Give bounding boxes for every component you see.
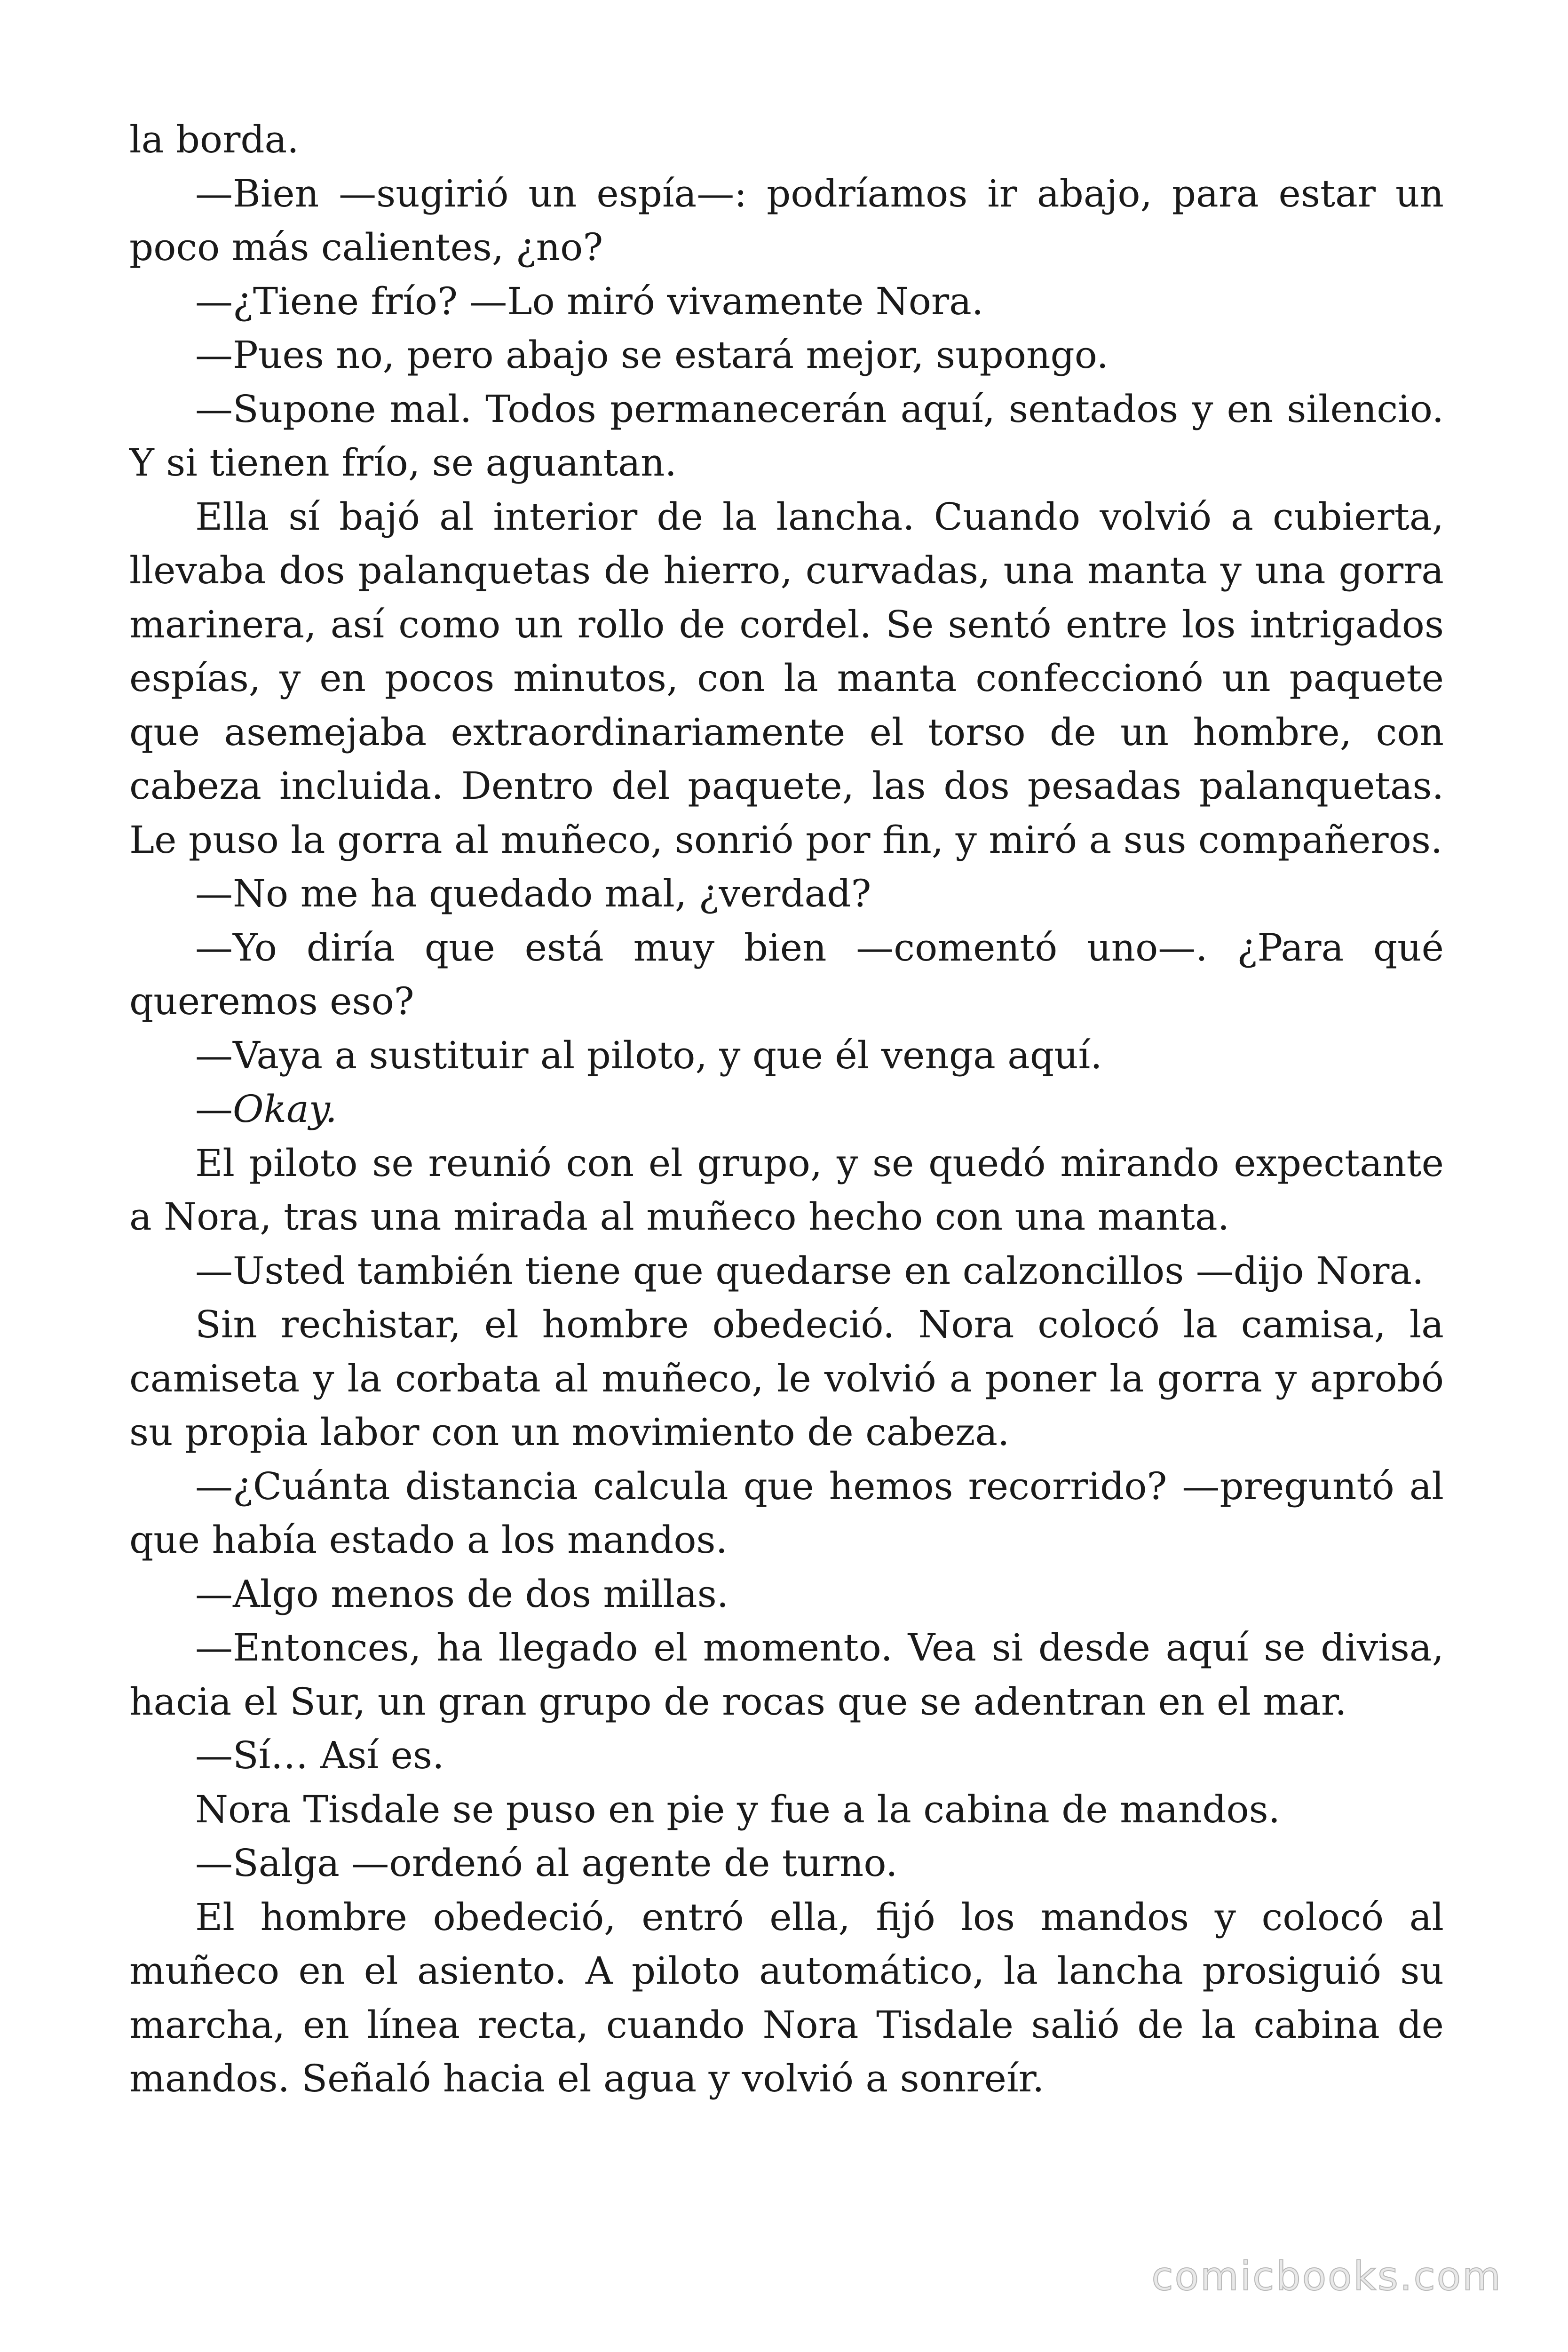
paragraph-4: —Pues no, pero abajo se estará mejor, supongo. <box>195 333 1109 377</box>
paragraph-14: —¿Cuánta distancia calcula que hemos recorrido? —preguntó al que había estado a los mandos. <box>129 1464 1444 1562</box>
paragraph-19: —Salga —ordenó al agente de turno. <box>195 1841 898 1885</box>
paragraph-17: —Sí… Así es. <box>195 1733 444 1777</box>
paragraph-11: El piloto se reunió con el grupo, y se quedó mirando expectante a Nora, tras una mirada al muñeco hecho con una manta. <box>129 1141 1444 1239</box>
page-body <box>129 113 1444 2106</box>
paragraph-6: Ella sí bajó al interior de la lancha. Cuando volvió a cubierta, llevaba dos palanquetas de hierro, curvadas, una manta y una gorra marinera, así como un rollo de cordel. Se sentó entre los intrigados espías, y en pocos minutos, con la manta confeccionó un paquete que asemejaba extraordinariamente el torso de un hombre, con cabeza incluida. Dentro del paquete, las dos pesadas palanquetas. Le puso la gorra al muñeco, sonrió por fin, y miró a sus compañeros. <box>129 494 1444 862</box>
paragraph-5: —Supone mal. Todos permanecerán aquí, sentados y en silencio. Y si tienen frío, se aguantan. <box>129 387 1444 485</box>
paragraph-2: —Bien —sugirió un espía—: podríamos ir abajo, para estar un poco más calientes, ¿no? <box>129 171 1444 269</box>
paragraph-10-dash: — <box>195 1087 233 1131</box>
paragraph-9: —Vaya a sustituir al piloto, y que él venga aquí. <box>195 1033 1102 1077</box>
paragraph-20: El hombre obedeció, entró ella, fijó los mandos y colocó al muñeco en el asiento. A piloto automático, la lancha prosiguió su marcha, en línea recta, cuando Nora Tisdale salió de la cabina de mandos. Señaló hacia el agua y volvió a sonreír. <box>129 1895 1444 2100</box>
paragraph-12: —Usted también tiene que quedarse en calzoncillos —dijo Nora. <box>195 1248 1424 1293</box>
paragraph-18: Nora Tisdale se puso en pie y fue a la cabina de mandos. <box>195 1787 1281 1831</box>
paragraph-8: —Yo diría que está muy bien —comentó uno—. ¿Para qué queremos eso? <box>129 925 1444 1023</box>
watermark-text: comicbooks.com <box>1151 2253 1502 2299</box>
paragraph-15: —Algo menos de dos millas. <box>195 1572 729 1616</box>
paragraph-3: —¿Tiene frío? —Lo miró vivamente Nora. <box>195 279 984 323</box>
paragraph-10 <box>129 1082 1444 1136</box>
paragraph-10-italic: Okay. <box>233 1087 337 1131</box>
paragraph-1: la borda. <box>129 118 299 161</box>
paragraph-7: —No me ha quedado mal, ¿verdad? <box>195 872 871 915</box>
paragraph-16: —Entonces, ha llegado el momento. Vea si desde aquí se divisa, hacia el Sur, un gran grupo de rocas que se adentran en el mar. <box>129 1626 1444 1724</box>
paragraph-13: Sin rechistar, el hombre obedeció. Nora colocó la camisa, la camiseta y la corbata al muñeco, le volvió a poner la gorra y aprobó su propia labor con un movimiento de cabeza. <box>129 1303 1444 1454</box>
